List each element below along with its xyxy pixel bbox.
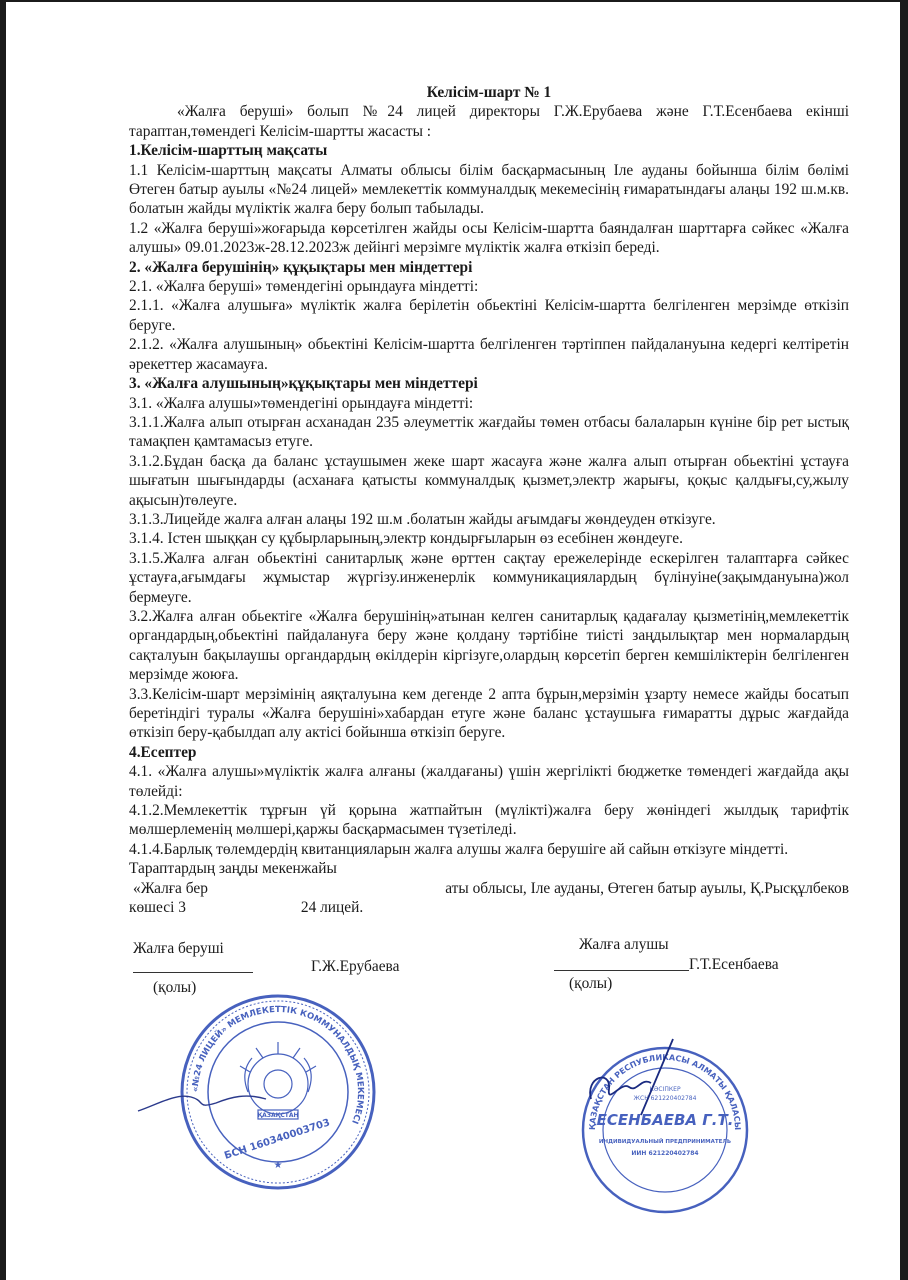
clause: 3.1.4. Істен шыққан су құбырларының,электр кондырғыларын өз есебінен жөндеуге.	[129, 530, 683, 548]
signature-caption: (қолы)	[153, 979, 197, 997]
clause: 3.1.3.Лицейде жалға алған алаңы 192 ш.м .болатын жайды ағымдағы жөндеуден өткізуге.	[129, 510, 716, 528]
seal-ring-text: ҚАЗАҚСТАН РЕСПУБЛИКАСЫ АЛМАТЫ ҚАЛАСЫ	[587, 1052, 743, 1131]
signature-caption: (қолы)	[569, 975, 613, 993]
section-heading: 1.Келісім-шарттың мақсаты	[129, 142, 328, 160]
document-page	[6, 2, 900, 1280]
lessee-name: Г.Т.Есенбаева	[689, 956, 779, 974]
seal-kz-type: КӘСІПКЕР	[649, 1086, 681, 1093]
clause: 1.2 «Жалға беруші»жоғарыда көрсетілген жайды осы Келісім-шартта баяндалған шарттарға сәйкес «Жалға алушы» 09.01.2023ж-28.12.2023ж дейінгі мерзімге мүліктік жалға өткізіп береді.	[129, 219, 849, 257]
clause: 1.1 Келісім-шарттың мақсаты Алматы облысы білім басқармасының Іле ауданы бойынша білім бөлімі Өтеген батыр ауылы «№24 лицей» мемлекеттік коммуналдық мекемесінің ғимаратындағы алаңы 192 ш.м.кв. болатын жайды мүліктік жалға беру болып табылады.	[129, 161, 849, 218]
clause: 3.3.Келісім-шарт мерзімінің аяқталуына кем дегенде 2 апта бұрын,мерзімін ұзарту немесе жайды босатып беретіндігі туралы «Жалға берушіні»хабардан етуге және баланс ұстаушыға ғимаратты дұрыс жағдайда өткізіп беру-қабылдап алу актісі бойынша өткізіп беруге.	[129, 685, 849, 742]
clause: 4.1. «Жалға алушы»мүліктік жалға алғаны (жалдағаны) үшін жергілікті бюджетке төмендегі жағдайда ақы төлейді:	[129, 763, 849, 800]
document-title: Келісім-шарт № 1	[426, 84, 552, 101]
seal-iin: ИИН 621220402784	[631, 1150, 699, 1157]
clause: 3.1.1.Жалға алып отырған асханадан 235 әлеуметтік жағдайы төмен отбасы балаларын күніне бір рет ыстық тамақпен қамтамасыз етуге.	[129, 413, 849, 451]
signature-scribble-left	[136, 1085, 286, 1115]
seal-type: ИНДИВИДУАЛЬНЫЙ ПРЕДПРИНИМАТЕЛЬ	[598, 1139, 732, 1145]
signature-block	[129, 931, 849, 1081]
svg-text:★: ★	[273, 1160, 283, 1171]
seal-name: ЕСЕНБАЕВА Г.Т.	[596, 1111, 734, 1129]
clause: 3.2.Жалға алған обьектіге «Жалға берушінің»атынан келген санитарлық қадағалау қызметінің,мемлекеттік органдардың,обьектіні пайдалануға беру және қолдану тәртібіне тиісті заңдылықтар мен нормалардың сақталуын бақылаушы органдардың өкілдерін кіргізуге,олардың көрсетіп берген кемшіліктерін белгіленген мерзімде жоюға.	[129, 607, 849, 684]
lessor-name: Г.Ж.Ерубаева	[311, 958, 400, 976]
clause: 3.1.5.Жалға алған обьектіні санитарлық және өрттен сақтау ережелерінде ескерілген талаптарға сәйкес ұстауға,ағымдағы жұмыстар жүргізу.инженерлік коммуникациялардың бүлінуіне(зақымдануына)жол бермеуге.	[129, 549, 849, 606]
address-part: «Жалға бер	[133, 879, 208, 897]
lessee-label: Жалға алушы	[579, 936, 669, 954]
section-heading: 2. «Жалға берушінің» құқықтары мен міндеттері	[129, 258, 473, 276]
lessor-label: Жалға беруші	[133, 940, 224, 958]
contract-body	[129, 83, 849, 1081]
intro-paragraph: «Жалға беруші» болып №24 лицей директоры Г.Ж.Ерубаева және Г.Т.Есенбаева екінші тараптан,төмендегі Келісім-шартты жасасты :	[129, 103, 849, 140]
address-line-1	[129, 879, 849, 898]
section-heading: 4.Есептер	[129, 743, 197, 761]
address-part: аты облысы, Іле ауданы, Өтеген батыр ауылы, Қ.Рысқұлбеков	[445, 879, 849, 897]
clause: 2.1. «Жалға беруші» төмендегіні орындауға міндетті:	[129, 278, 479, 296]
address-heading: Тараптардың заңды мекенжайы	[129, 860, 337, 878]
clause: 4.1.2.Мемлекеттік тұрғын үй қорына жатпайтын (мүлікті)жалға беру жөніндегі жылдық тарифтік мөлшерлеменің мөлшері,қаржы басқармасымен түзетіледі.	[129, 802, 849, 839]
clause: 4.1.4.Барлық төлемдердің квитанцияларын жалға алушы жалға берушіге ай сайын өткізуге міндетті.	[129, 840, 789, 858]
clause: 3.1. «Жалға алушы»төмендегіні орындауға міндетті:	[129, 394, 474, 412]
seal-bin: БСН 160340003703	[223, 1117, 332, 1162]
clause: 2.1.1. «Жалға алушыға» мүліктік жалға берілетін обьектіні Келісім-шартта белгіленген мерзімде өткізіп беруге.	[129, 297, 849, 334]
signature-line	[554, 970, 689, 971]
section-heading: 3. «Жалға алушының»құқықтары мен міндеттері	[129, 375, 478, 393]
clause: 2.1.2. «Жалға алушының» обьектіні Келісім-шартта белгіленген тәртіппен пайдалануына кедергі келтіретін әрекеттер жасамауға.	[129, 336, 849, 373]
address-part: 24 лицей.	[300, 899, 364, 917]
clause: 3.1.2.Бұдан басқа да баланс ұстаушымен жеке шарт жасауға және жалға алып отырған обьектіні ұстауға шығатын шығындарды (асханаға қатысты коммуналдық қызмет,электр жарығы, қоқыс қалдығы,су,жылу ақысын)төлеуге.	[129, 452, 849, 509]
seal-emblem-text: ҚАЗАҚСТАН	[257, 1112, 299, 1119]
signature-line	[133, 972, 253, 973]
address-part: көшесі 3	[129, 899, 186, 917]
seal-ring-text: «№24 ЛИЦЕЙ» МЕМЛЕКЕТТІК КОММУНАЛДЫҚ МЕКЕМЕСІ	[190, 1004, 366, 1126]
address-line-2	[129, 898, 849, 917]
seal-kz-iin: ЖСН 621220402784	[633, 1095, 697, 1102]
